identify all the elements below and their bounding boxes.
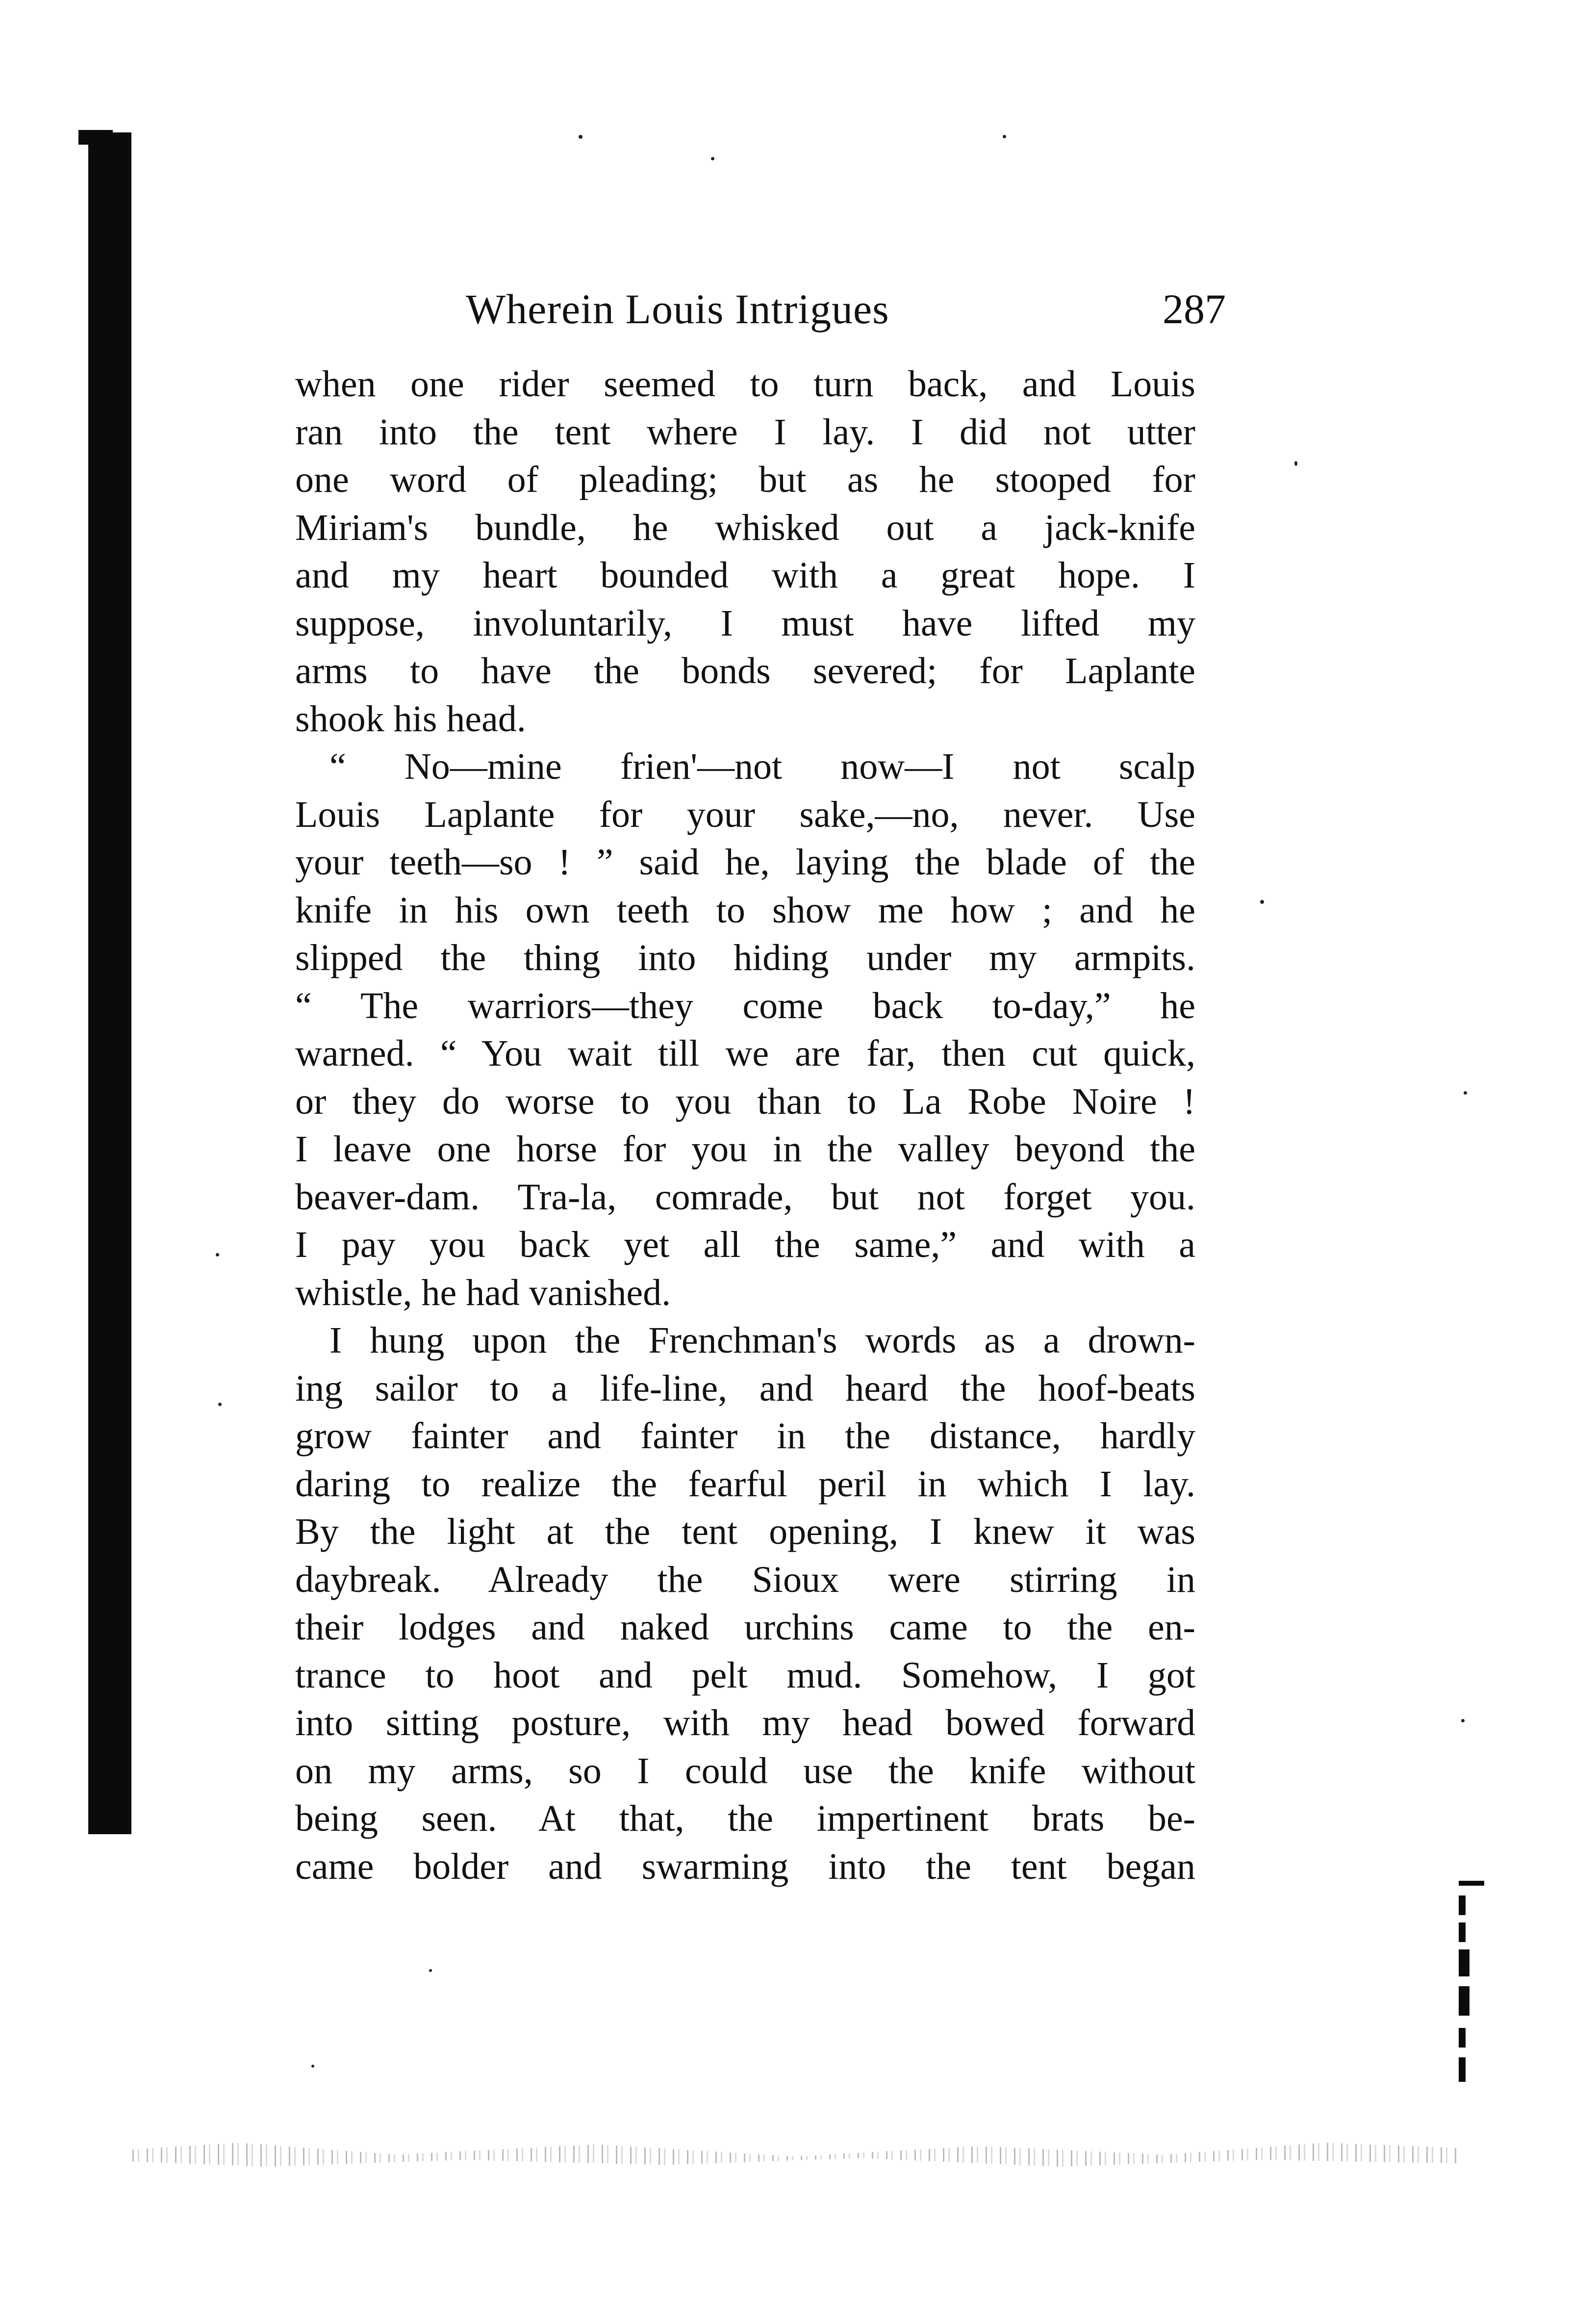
scan-tick xyxy=(1459,1922,1466,1942)
text-line: shook his head. xyxy=(295,698,526,740)
text-line: ing sailor to a life-line, and heard the hoof-beats xyxy=(295,1367,1195,1409)
text-line: into sitting posture, with my head bowed forward xyxy=(295,1702,1195,1743)
text-line: I pay you back yet all the same,” and with a xyxy=(295,1224,1195,1265)
speck xyxy=(1461,1719,1465,1722)
text-line: “ The warriors—they come back to-day,” he xyxy=(295,985,1195,1026)
text-line: your teeth—so ! ” said he, laying the blade of the xyxy=(295,842,1195,883)
text-line: and my heart bounded with a great hope. I xyxy=(295,555,1195,596)
text-line: Miriam's bundle, he whisked out a jack-knife xyxy=(295,507,1195,548)
speck xyxy=(1464,1091,1467,1095)
text-line: I leave one horse for you in the valley beyond the xyxy=(295,1128,1195,1170)
binding-edge xyxy=(88,132,131,1834)
margin-scan-marks xyxy=(1459,1881,1488,2087)
text-line: when one rider seemed to turn back, and Louis xyxy=(295,363,1195,405)
scan-tick xyxy=(1459,1895,1466,1915)
speck xyxy=(1003,135,1006,138)
page-header xyxy=(466,282,1226,336)
text-line: grow fainter and fainter in the distance, hardly xyxy=(295,1415,1195,1457)
text-line: or they do worse to you than to La Robe Noire ! xyxy=(295,1080,1195,1122)
text-line: warned. “ You wait till we are far, then cut quick, xyxy=(295,1033,1195,1074)
scan-tick xyxy=(1459,2057,1466,2082)
body-text xyxy=(295,360,1195,1891)
speck xyxy=(711,157,714,160)
scan-tick xyxy=(1459,2028,1466,2048)
text-line: beaver-dam. Tra-la, comrade, but not forget you. xyxy=(295,1176,1195,1218)
text-line: Louis Laplante for your sake,—no, never. Use xyxy=(295,794,1195,835)
scan-tick xyxy=(1459,1881,1484,1886)
text-line: trance to hoot and pelt mud. Somehow, I got xyxy=(295,1654,1195,1696)
text-line: By the light at the tent opening, I knew it was xyxy=(295,1511,1195,1552)
speck xyxy=(429,1969,432,1972)
speck xyxy=(218,1403,222,1406)
text-line: one word of pleading; but as he stooped for xyxy=(295,459,1195,500)
text-line: arms to have the bonds severed; for Laplante xyxy=(295,650,1195,692)
binding-notch xyxy=(78,130,113,145)
speck xyxy=(311,2065,314,2068)
text-line: suppose, involuntarily, I must have lifted my xyxy=(295,602,1195,644)
text-line: came bolder and swarming into the tent began xyxy=(295,1845,1195,1887)
running-title: Wherein Louis Intrigues xyxy=(466,285,889,333)
text-line: slipped the thing into hiding under my armpits. xyxy=(295,937,1195,978)
text-line: ran into the tent where I lay. I did not utter xyxy=(295,411,1195,453)
text-line: daybreak. Already the Sioux were stirring in xyxy=(295,1559,1195,1600)
text-line: knife in his own teeth to show me how ; and he xyxy=(295,889,1195,931)
page-number: 287 xyxy=(1163,285,1226,333)
text-line: on my arms, so I could use the knife without xyxy=(295,1750,1195,1792)
text-line: I hung upon the Frenchman's words as a drown- xyxy=(329,1320,1195,1361)
scan-tick xyxy=(1459,1949,1469,1976)
speck xyxy=(216,1253,219,1256)
speck xyxy=(1294,461,1297,466)
text-line: being seen. At that, the impertinent brats be- xyxy=(295,1798,1195,1839)
scan-noise-strip xyxy=(132,2136,1456,2170)
speck xyxy=(579,135,583,139)
text-line: whistle, he had vanished. xyxy=(295,1272,671,1313)
text-line: “ No—mine frien'—not now—I not scalp xyxy=(329,746,1195,787)
text-line: their lodges and naked urchins came to the en- xyxy=(295,1607,1195,1648)
scan-tick xyxy=(1459,1986,1469,2016)
speck xyxy=(1260,900,1264,904)
text-line: daring to realize the fearful peril in which I lay. xyxy=(295,1463,1195,1505)
